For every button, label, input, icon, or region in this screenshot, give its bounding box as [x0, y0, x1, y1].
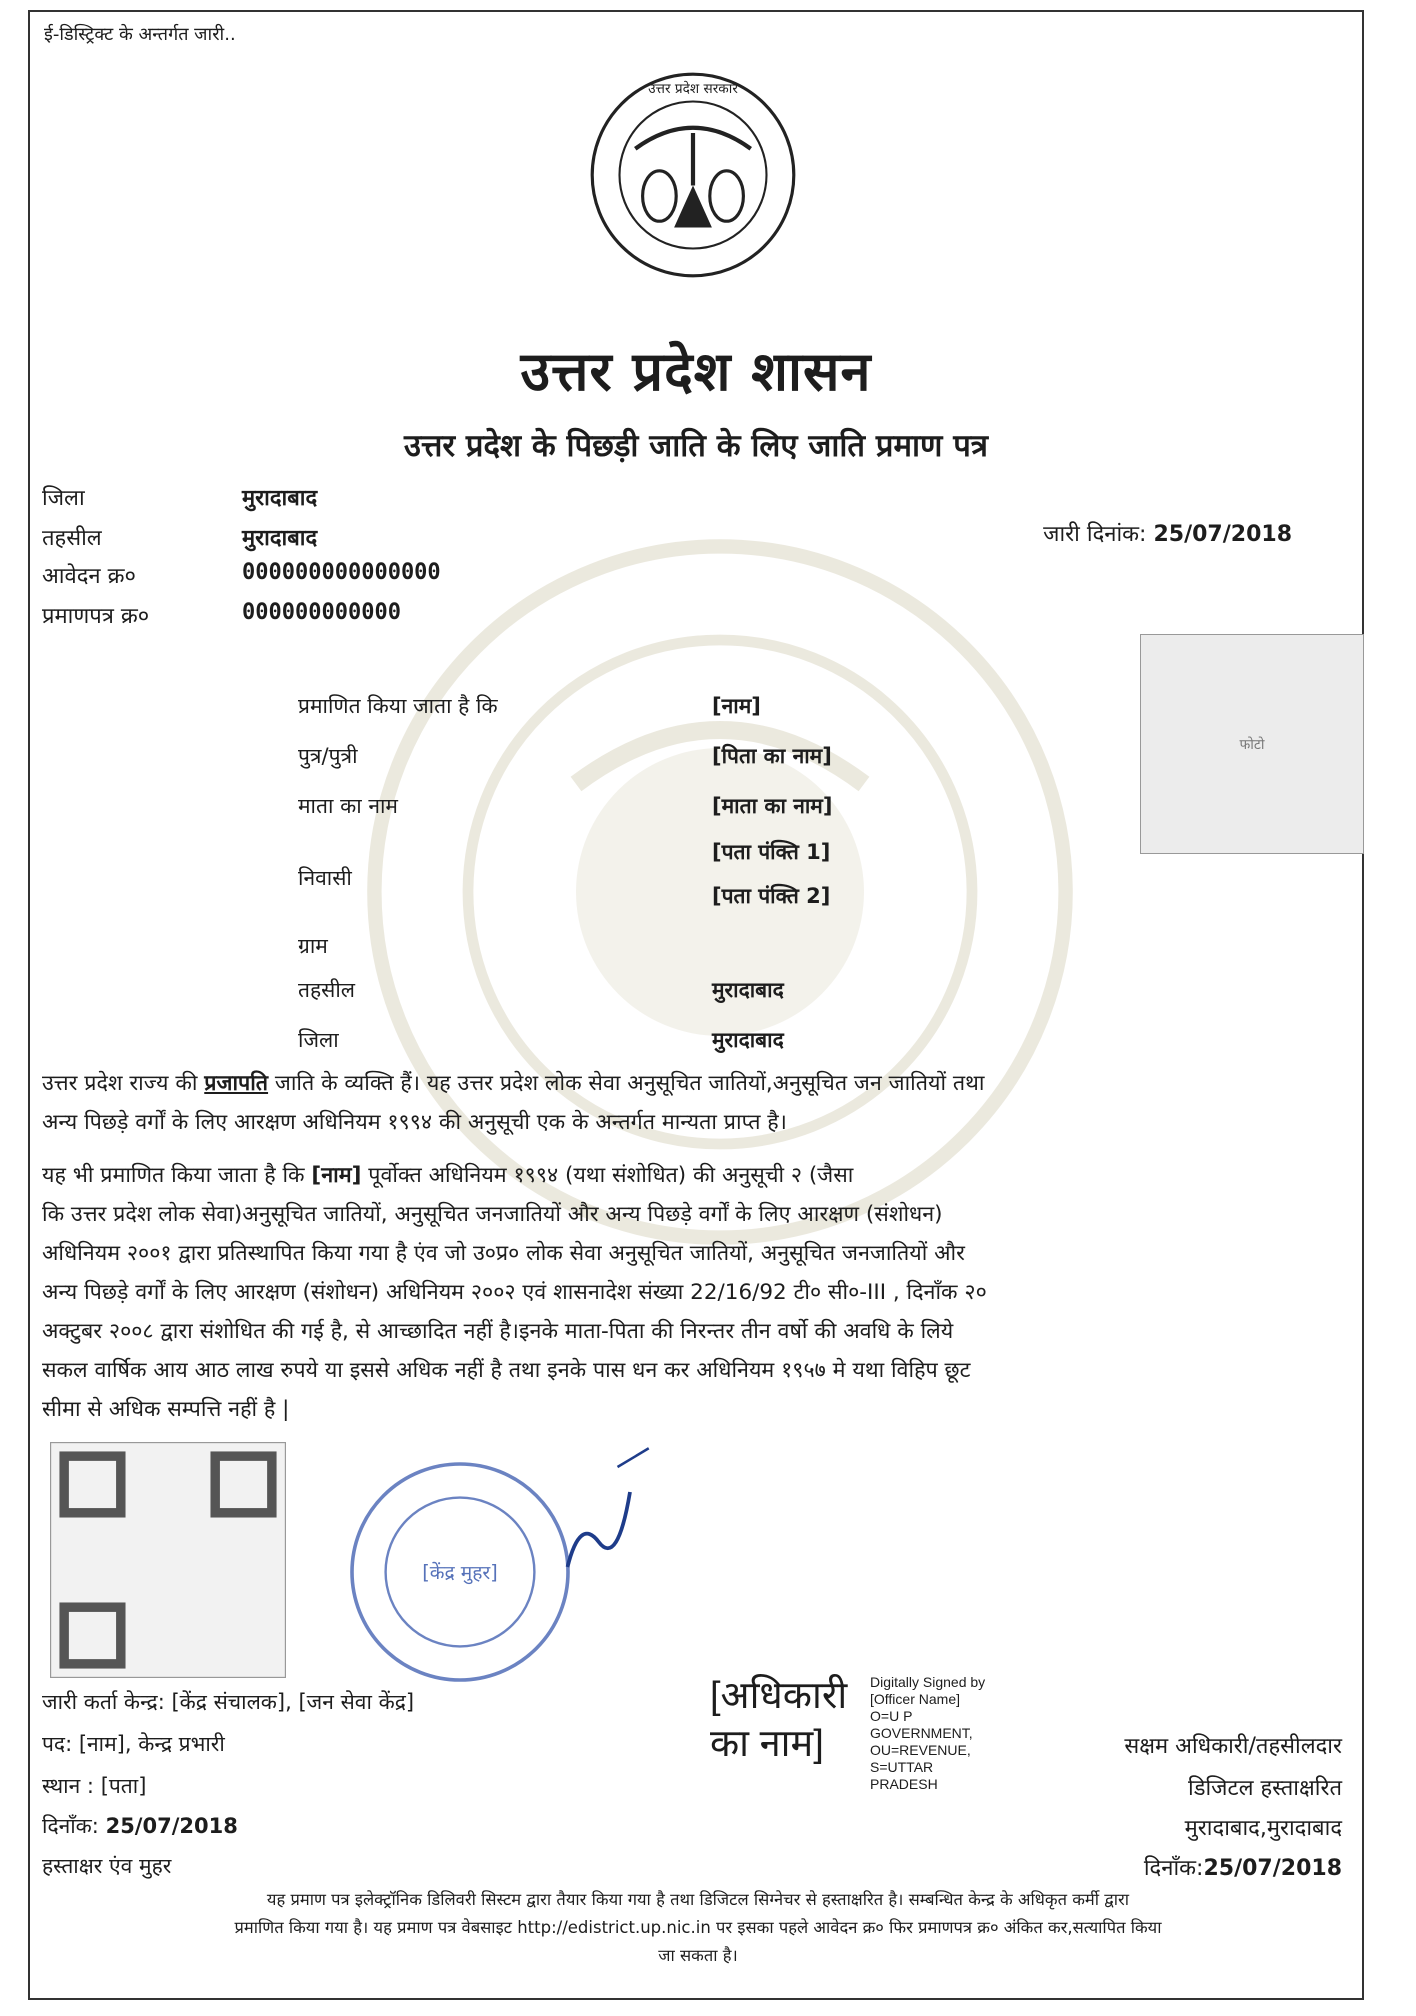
p2-line-3: अधिनियम २००१ द्वारा प्रतिस्थापित किया गया है एंव जो उ०प्र० लोक सेवा अनुसूचित जातियों, अनुसूचित जनजातियों और — [42, 1241, 965, 1266]
address-line-2: [पता पंक्ति 2] — [712, 884, 831, 908]
sig-detail: Digitally Signed by — [870, 1674, 986, 1690]
issuing-centre: जारी कर्ता केन्द्र: [केंद्र संचालक], [जन सेवा केंद्र] — [42, 1690, 415, 1714]
certificate-number-label: प्रमाणपत्र क्र० — [42, 604, 150, 629]
p2-line-1 — [42, 1156, 1342, 1195]
applicant-photo-placeholder — [1140, 634, 1364, 854]
tehsil-value: मुरादाबाद — [242, 526, 318, 551]
caste-paragraph — [42, 1064, 1342, 1142]
application-number: 000000000000000 — [242, 560, 441, 585]
creamy-layer-paragraph — [42, 1156, 1342, 1429]
sig-detail: S=UTTAR — [870, 1759, 934, 1775]
application-number-label: आवेदन क्र० — [42, 564, 136, 589]
child-of-label: पुत्र/पुत्री — [298, 744, 358, 768]
village-label: ग्राम — [298, 934, 328, 958]
footer-date-label: दिनाँक: — [42, 1814, 99, 1838]
digitally-signed-label: डिजिटल हस्ताक्षरित — [1188, 1776, 1342, 1801]
sig-detail: PRADESH — [870, 1776, 938, 1792]
footer-date — [42, 1812, 238, 1840]
top-note: ई-डिस्ट्रिक्ट के अन्तर्गत जारी.. — [44, 24, 236, 45]
authority-date-value: 25/07/2018 — [1203, 1856, 1342, 1881]
centre-place: स्थान : [पता] — [42, 1774, 147, 1798]
detail-district-value: मुरादाबाद — [712, 1028, 784, 1052]
certificate-subtitle: उत्तर प्रदेश के पिछड़ी जाति के लिए जाति प्रमाण पत्र — [404, 428, 988, 464]
issue-date-label: जारी दिनांक: — [1043, 522, 1147, 547]
digital-signature-details — [870, 1674, 985, 1793]
resident-label: निवासी — [298, 866, 352, 890]
signer-name-line-1: [अधिकारी — [710, 1675, 848, 1717]
verification-line-1: यह प्रमाण पत्र इलेक्ट्रॉनिक डिलिवरी सिस्टम द्वारा तैयार किया गया है तथा डिजिटल सिग्नेचर से हस्ताक्षरित है। सम्बन्धित केन्द्र के अधिकृत कर्मी द्वारा — [266, 1890, 1130, 1909]
detail-tehsil-value: मुरादाबाद — [712, 978, 784, 1002]
digital-signer-name — [710, 1672, 847, 1768]
p2-name: [नाम] — [311, 1163, 362, 1188]
stamp-text: [केंद्र मुहर] — [422, 1561, 498, 1585]
issue-date-value: 25/07/2018 — [1153, 522, 1292, 547]
authority-date — [1144, 1852, 1342, 1882]
detail-tehsil-label: तहसील — [298, 978, 355, 1002]
certified-label: प्रमाणित किया जाता है कि — [298, 694, 498, 718]
up-government-emblem — [588, 70, 798, 280]
signature-mark — [540, 1442, 670, 1592]
centre-post: पद: [नाम], केन्द्र प्रभारी — [42, 1732, 225, 1756]
district-label: जिला — [42, 486, 85, 511]
tehsil-label: तहसील — [42, 526, 102, 551]
certificate-frame — [28, 10, 1364, 2000]
competent-authority: सक्षम अधिकारी/तहसीलदार — [1124, 1734, 1342, 1759]
p2-line-6: सकल वार्षिक आय आठ लाख रुपये या इससे अधिक नहीं है तथा इनके पास धन कर अधिनियम १९५७ मे यथा विहिप छूट — [42, 1358, 971, 1383]
authority-place: मुरादाबाद,मुरादाबाद — [1184, 1816, 1342, 1841]
p2-line-2: कि उत्तर प्रदेश लोक सेवा)अनुसूचित जातियों, अनुसूचित जनजातियों और अन्य पिछड़े वर्गों के लिए आरक्षण (संशोधन) — [42, 1202, 943, 1227]
qr-code-placeholder — [50, 1442, 286, 1678]
sig-detail: OU=REVENUE, — [870, 1742, 971, 1758]
verification-line-3: जा सकता है। — [658, 1946, 738, 1965]
parent-name: [पिता का नाम] — [712, 744, 832, 768]
caste-paragraph-line-2: अन्य पिछड़े वर्गों के लिए आरक्षण अधिनियम १९९४ की अनुसूची एक के अन्तर्गत मान्यता प्राप्त है। — [42, 1110, 787, 1135]
district-value: मुरादाबाद — [242, 486, 318, 511]
p1-text-b: जाति के व्यक्ति हैं। यह उत्तर प्रदेश लोक सेवा अनुसूचित जातियों,अनुसूचित जन जातियों तथा — [268, 1071, 985, 1096]
signer-name-line-2: का नाम] — [710, 1723, 824, 1765]
p2-text-b: पूर्वोक्त अधिनियम १९९४ (यथा संशोधित) की अनुसूची २ (जैसा — [361, 1163, 854, 1188]
p2-line-4: अन्य पिछड़े वर्गों के लिए आरक्षण (संशोधन) अधिनियम २००२ एवं शासनादेश संख्या 22/16/92 टी० सी०-III , दिनाँक २० — [42, 1280, 987, 1305]
certified-name: [नाम] — [712, 694, 761, 718]
detail-district-label: जिला — [298, 1028, 339, 1052]
address-line-1: [पता पंक्ति 1] — [712, 840, 831, 864]
sign-seal-label: हस्ताक्षर एंव मुहर — [42, 1854, 172, 1878]
sig-detail: [Officer Name] — [870, 1691, 960, 1707]
p1-text-a: उत्तर प्रदेश राज्य की — [42, 1071, 205, 1096]
p2-line-7: सीमा से अधिक सम्पत्ति नहीं है | — [42, 1397, 290, 1422]
p2-text-a: यह भी प्रमाणित किया जाता है कि — [42, 1163, 312, 1188]
mother-label: माता का नाम — [298, 794, 398, 818]
issue-date — [1043, 518, 1292, 548]
authority-date-label: दिनाँक: — [1143, 1856, 1204, 1881]
verification-line-2: प्रमाणित किया गया है। यह प्रमाण पत्र वेबसाइट http://edistrict.up.nic.in पर इसका पहले आवेदन क्र० फिर प्रमाणपत्र क्र० अंकित कर,सत्यापित किया — [234, 1918, 1162, 1937]
photo-placeholder-text: फोटो — [1239, 736, 1265, 753]
sig-detail: GOVERNMENT, — [870, 1725, 973, 1741]
certificate-number: 000000000000 — [242, 600, 401, 625]
certificate-title: उत्तर प्रदेश शासन — [520, 339, 872, 403]
p2-line-5: अक्टुबर २००८ द्वारा संशोधित की गई है, से आच्छादित नहीं है।इनके माता-पिता की निरन्तर तीन वर्षो की अवधि के लिये — [42, 1319, 954, 1344]
caste-paragraph-line-1 — [42, 1064, 1342, 1103]
verification-note — [42, 1886, 1354, 1970]
footer-date-value: 25/07/2018 — [105, 1814, 238, 1838]
emblem-text: उत्तर प्रदेश सरकार — [648, 81, 738, 98]
sig-detail: O=U P — [870, 1708, 913, 1724]
mother-name: [माता का नाम] — [712, 794, 833, 818]
caste-name: प्रजापति — [204, 1071, 269, 1096]
